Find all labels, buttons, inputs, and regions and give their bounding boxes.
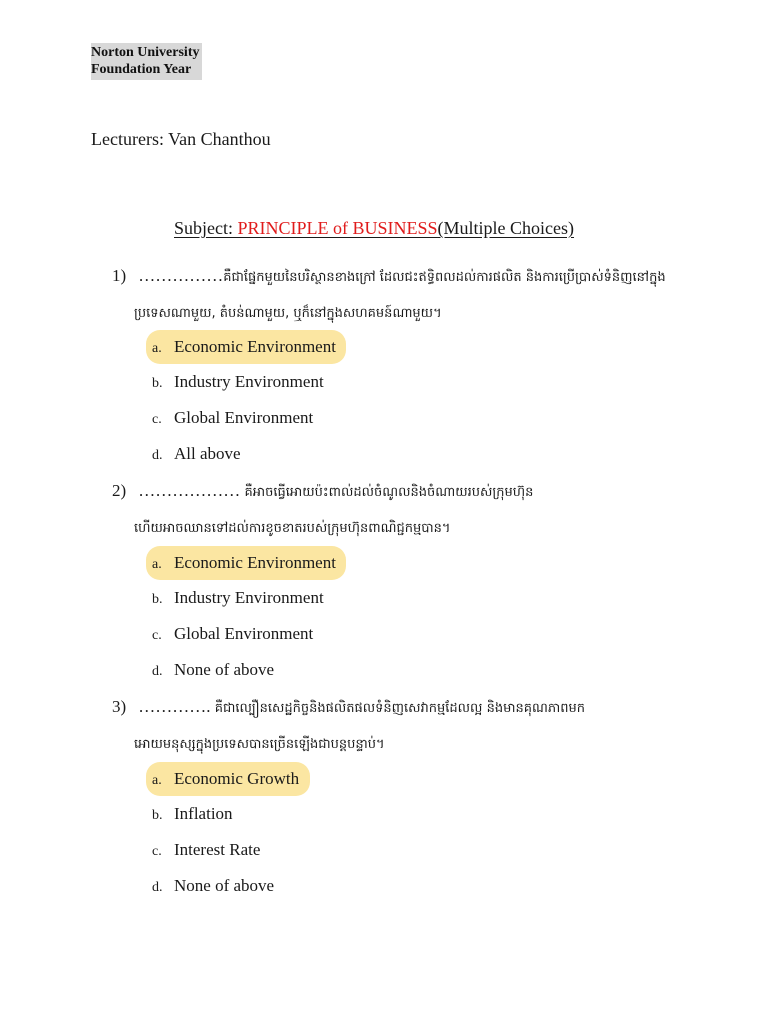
question-blank: ………….	[138, 697, 211, 716]
option-text: Global Environment	[174, 624, 314, 643]
option-letter: d.	[152, 664, 163, 679]
question-blank: ……………	[138, 266, 224, 285]
option-letter: c.	[152, 844, 162, 859]
option-letter: a.	[152, 341, 162, 356]
lecturer-label: Lecturers:	[91, 129, 164, 149]
option-text: Industry Environment	[174, 588, 324, 607]
option-letter: a.	[152, 557, 162, 572]
question-2	[112, 479, 652, 541]
subject-label: Subject:	[174, 218, 233, 238]
option-c-q1[interactable]	[152, 405, 313, 431]
option-letter: c.	[152, 628, 162, 643]
lecturer-name: Van Chanthou	[168, 129, 271, 149]
option-letter: b.	[152, 376, 163, 391]
option-text: None of above	[174, 660, 275, 679]
question-text-line1: គឺអាចធ្វើអោយប៉ះពាល់ដល់ចំណូលនិងចំណាយរបស់ក្រុមហ៊ុន	[244, 485, 534, 500]
option-a-q3[interactable]	[152, 766, 299, 792]
option-a-q2[interactable]	[152, 550, 336, 576]
option-text: Global Environment	[174, 408, 314, 427]
option-letter: a.	[152, 773, 162, 788]
option-d-q2[interactable]	[152, 657, 274, 683]
option-text: All above	[174, 444, 241, 463]
option-a-q1[interactable]	[152, 334, 336, 360]
option-letter: d.	[152, 448, 163, 463]
option-text: Interest Rate	[174, 840, 261, 859]
question-3	[112, 695, 652, 757]
option-b-q2[interactable]	[152, 585, 324, 611]
option-c-q3[interactable]	[152, 837, 260, 863]
option-letter: b.	[152, 592, 163, 607]
lecturer-line	[91, 128, 271, 150]
option-text: Inflation	[174, 804, 233, 823]
option-letter: c.	[152, 412, 162, 427]
option-text: None of above	[174, 876, 275, 895]
option-text: Economic Growth	[174, 769, 300, 788]
option-letter: d.	[152, 880, 163, 895]
question-text-line1: គឺជាផ្នែកមួយនៃបរិស្ថានខាងក្រៅ ដែលជះឥទ្ធិពលដល់ការផលិត និងការប្រើប្រាស់ទំនិញនៅក្នុង	[223, 270, 666, 285]
question-text-line2: ហើយអាចឈានទៅដល់ការខូចខាតរបស់ក្រុមហ៊ុនពាណិជ្ជកម្មបាន។	[134, 521, 451, 536]
option-text: Economic Environment	[174, 337, 336, 356]
question-number: 3)	[112, 697, 127, 716]
subject-heading	[174, 217, 574, 239]
question-1	[112, 264, 666, 326]
question-number: 1)	[112, 266, 127, 285]
option-text: Economic Environment	[174, 553, 336, 572]
program-name: Foundation Year	[91, 62, 192, 77]
option-c-q2[interactable]	[152, 621, 313, 647]
institution-header	[91, 43, 202, 80]
university-name: Norton University	[91, 45, 200, 60]
question-number: 2)	[112, 481, 127, 500]
option-b-q3[interactable]	[152, 801, 233, 827]
question-text-line1: គឺជាល្បឿនសេដ្ឋកិច្ចនិងផលិតផលទំនិញសេវាកម្មដែលល្អ និងមានគុណភាពមក	[214, 701, 585, 716]
option-text: Industry Environment	[174, 372, 324, 391]
question-blank: ………………	[138, 481, 241, 500]
option-b-q1[interactable]	[152, 369, 324, 395]
question-text-line2: ប្រទេសណាមួយ, តំបន់ណាមួយ, ឬក៏នៅក្នុងសហគមន៍ណាមួយ។	[134, 306, 442, 321]
question-text-line2: អោយមនុស្សក្នុងប្រទេសបានច្រើនឡើងជាបន្តបន្ទាប់។	[134, 737, 385, 752]
option-letter: b.	[152, 808, 163, 823]
subject-type: (Multiple Choices)	[437, 218, 575, 238]
subject-course: PRINCIPLE of BUSINESS	[237, 218, 438, 238]
option-d-q1[interactable]	[152, 441, 241, 467]
option-d-q3[interactable]	[152, 873, 274, 899]
